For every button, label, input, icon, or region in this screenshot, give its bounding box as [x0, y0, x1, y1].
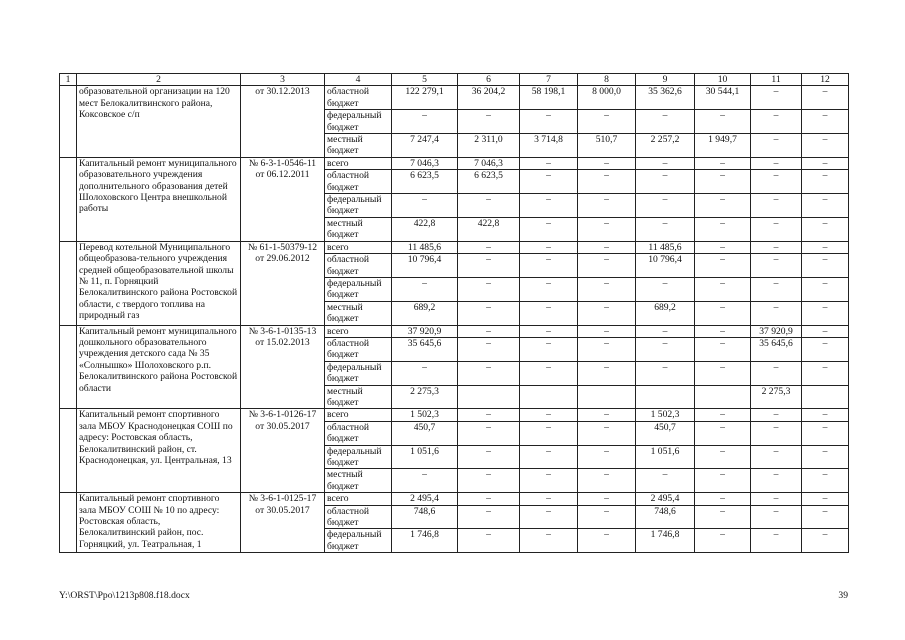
amount-cell: – [520, 277, 578, 301]
amount-cell: 1 746,8 [636, 529, 695, 553]
amount-cell: – [802, 469, 849, 493]
amount-cell: – [751, 241, 802, 253]
amount-cell: – [458, 409, 520, 421]
project-name: Капитальный ремонт муниципального дошкольного образовательного учреждения детского сада № 35 «Солнышко» Шолоховского р.п. Белокалитвинского района Ростовской области [77, 325, 241, 409]
amount-cell: – [578, 469, 636, 493]
funding-source: областной бюджет [325, 86, 392, 110]
column-number-row [60, 74, 849, 86]
amount-cell: – [751, 409, 802, 421]
amount-cell: – [578, 493, 636, 505]
amount-cell: – [578, 337, 636, 361]
amount-cell: 689,2 [392, 301, 458, 325]
expertise-number-cell [241, 409, 325, 493]
amount-cell: – [802, 421, 849, 445]
amount-cell: 11 485,6 [636, 241, 695, 253]
amount-cell: – [578, 170, 636, 194]
amount-cell: – [695, 110, 751, 134]
project-name: Капитальный ремонт спортивного зала МБОУ СОШ № 10 по адресу: Ростовская область, Белокалитвинский район, пос. Горняцкий, ул. Театральная, 1 [77, 493, 241, 553]
amount-cell: 2 275,3 [392, 385, 458, 409]
amount-cell: 2 495,4 [392, 493, 458, 505]
funding-source: областной бюджет [325, 505, 392, 529]
amount-cell: – [392, 194, 458, 218]
amount-cell [802, 385, 849, 409]
amount-cell: – [458, 301, 520, 325]
amount-cell: – [751, 529, 802, 553]
amount-cell: 748,6 [392, 505, 458, 529]
amount-cell: – [458, 337, 520, 361]
amount-cell: 2 495,4 [636, 493, 695, 505]
amount-cell: – [458, 505, 520, 529]
amount-cell: – [578, 157, 636, 169]
amount-cell: – [751, 277, 802, 301]
amount-cell: – [458, 110, 520, 134]
funding-source: федеральный бюджет [325, 194, 392, 218]
amount-cell: – [695, 505, 751, 529]
amount-cell: – [578, 241, 636, 253]
amount-cell: – [695, 445, 751, 469]
project-name: Капитальный ремонт спортивного зала МБОУ Краснодонецкая СОШ по адресу: Ростовская область, Белокалитвинский район, ст. Краснодонецкая, ул. Центральная, 13 [77, 409, 241, 493]
amount-cell: – [695, 277, 751, 301]
amount-cell: – [458, 277, 520, 301]
amount-cell: – [751, 361, 802, 385]
amount-cell: 422,8 [392, 217, 458, 241]
expertise-number: № 3-6-1-0126-17 [248, 409, 317, 421]
amount-cell: – [458, 529, 520, 553]
project-name: образовательной организации на 120 мест Белокалитвинского района, Коксовское с/п [77, 86, 241, 157]
expertise-date: от 30.12.2013 [255, 86, 310, 98]
amount-cell: – [751, 157, 802, 169]
expertise-date: от 29.06.2012 [255, 253, 310, 265]
document-path: Y:\ORST\Ppo\1213p808.f18.docx [59, 590, 190, 601]
amount-cell: – [802, 217, 849, 241]
amount-cell: – [695, 217, 751, 241]
amount-cell: – [458, 254, 520, 278]
amount-cell: 1 051,6 [636, 445, 695, 469]
amount-cell: 36 204,2 [458, 86, 520, 110]
amount-cell: 2 257,2 [636, 134, 695, 158]
amount-cell: – [802, 445, 849, 469]
amount-cell: – [751, 134, 802, 158]
amount-cell: 10 796,4 [636, 254, 695, 278]
amount-cell: – [695, 421, 751, 445]
amount-cell: 748,6 [636, 505, 695, 529]
amount-cell: – [636, 337, 695, 361]
table-row [60, 241, 849, 253]
amount-cell: – [520, 445, 578, 469]
funding-source: всего [325, 157, 392, 169]
amount-cell: – [520, 469, 578, 493]
row-index-cell [60, 241, 77, 325]
amount-cell: 7 247,4 [392, 134, 458, 158]
amount-cell [458, 385, 520, 409]
funding-source: местный бюджет [325, 385, 392, 409]
amount-cell: – [751, 493, 802, 505]
amount-cell: – [751, 505, 802, 529]
amount-cell: – [695, 170, 751, 194]
amount-cell: – [802, 157, 849, 169]
amount-cell: – [802, 170, 849, 194]
amount-cell: 2 311,0 [458, 134, 520, 158]
amount-cell: – [636, 170, 695, 194]
amount-cell: 1 502,3 [636, 409, 695, 421]
amount-cell: – [636, 277, 695, 301]
column-number: 4 [325, 74, 392, 86]
amount-cell: – [578, 217, 636, 241]
amount-cell: – [578, 361, 636, 385]
funding-source: местный бюджет [325, 134, 392, 158]
amount-cell: – [802, 194, 849, 218]
amount-cell: – [751, 217, 802, 241]
amount-cell [520, 385, 578, 409]
amount-cell: – [578, 325, 636, 337]
amount-cell: – [802, 110, 849, 134]
amount-cell: – [520, 337, 578, 361]
amount-cell: 689,2 [636, 301, 695, 325]
amount-cell: – [802, 301, 849, 325]
amount-cell: 11 485,6 [392, 241, 458, 253]
amount-cell: – [636, 325, 695, 337]
amount-cell: 1 746,8 [392, 529, 458, 553]
amount-cell: 37 920,9 [392, 325, 458, 337]
amount-cell: – [520, 241, 578, 253]
amount-cell: – [458, 325, 520, 337]
row-index-cell [60, 325, 77, 409]
amount-cell: – [636, 110, 695, 134]
amount-cell: – [751, 301, 802, 325]
funding-source: всего [325, 409, 392, 421]
amount-cell: – [751, 86, 802, 110]
funding-source: местный бюджет [325, 217, 392, 241]
amount-cell: – [802, 254, 849, 278]
amount-cell [578, 385, 636, 409]
amount-cell [636, 385, 695, 409]
page-number: 39 [838, 590, 848, 601]
column-number: 2 [77, 74, 241, 86]
amount-cell: – [695, 409, 751, 421]
expertise-number-cell [241, 86, 325, 157]
amount-cell: – [802, 241, 849, 253]
row-index-cell [60, 493, 77, 553]
amount-cell: – [636, 361, 695, 385]
amount-cell: – [520, 194, 578, 218]
amount-cell: 1 949,7 [695, 134, 751, 158]
amount-cell: 510,7 [578, 134, 636, 158]
amount-cell: – [802, 505, 849, 529]
amount-cell: – [392, 277, 458, 301]
amount-cell: – [520, 301, 578, 325]
amount-cell: – [458, 421, 520, 445]
amount-cell: – [578, 110, 636, 134]
column-number: 7 [520, 74, 578, 86]
amount-cell: 450,7 [392, 421, 458, 445]
amount-cell: – [520, 110, 578, 134]
amount-cell: – [802, 493, 849, 505]
amount-cell: – [695, 254, 751, 278]
amount-cell: – [802, 361, 849, 385]
amount-cell: – [751, 170, 802, 194]
amount-cell: – [520, 409, 578, 421]
amount-cell: – [578, 277, 636, 301]
funding-source: федеральный бюджет [325, 110, 392, 134]
row-index-cell [60, 86, 77, 157]
amount-cell: – [520, 529, 578, 553]
row-index-cell [60, 409, 77, 493]
amount-cell: – [392, 361, 458, 385]
amount-cell: 6 623,5 [458, 170, 520, 194]
table-row [60, 325, 849, 337]
expertise-number-cell [241, 157, 325, 241]
amount-cell: – [751, 110, 802, 134]
amount-cell: 1 502,3 [392, 409, 458, 421]
expertise-date: от 06.12.2011 [255, 169, 310, 181]
amount-cell: 35 645,6 [751, 337, 802, 361]
amount-cell: 2 275,3 [751, 385, 802, 409]
amount-cell: – [458, 469, 520, 493]
amount-cell: – [802, 409, 849, 421]
amount-cell: – [578, 194, 636, 218]
funding-source: федеральный бюджет [325, 361, 392, 385]
funding-source: местный бюджет [325, 301, 392, 325]
amount-cell: – [636, 469, 695, 493]
expertise-date: от 30.05.2017 [255, 420, 310, 432]
amount-cell: – [520, 493, 578, 505]
amount-cell: – [520, 170, 578, 194]
amount-cell: – [520, 254, 578, 278]
row-index-cell [60, 157, 77, 241]
amount-cell: – [458, 493, 520, 505]
amount-cell: – [802, 134, 849, 158]
funding-source: федеральный бюджет [325, 529, 392, 553]
amount-cell: – [458, 241, 520, 253]
amount-cell: – [802, 529, 849, 553]
amount-cell: 122 279,1 [392, 86, 458, 110]
amount-cell: – [458, 194, 520, 218]
amount-cell: 450,7 [636, 421, 695, 445]
amount-cell: – [751, 254, 802, 278]
amount-cell: – [751, 445, 802, 469]
amount-cell: 35 645,6 [392, 337, 458, 361]
amount-cell: – [578, 301, 636, 325]
amount-cell: – [695, 529, 751, 553]
column-number: 5 [392, 74, 458, 86]
project-name: Перевод котельной Муниципального общеобразова-тельного учреждения средней общеобразовательной школы № 11, п. Горняцкий Белокалитвинского района Ростовской области, с твердого топлива на природный газ [77, 241, 241, 325]
table-row [60, 157, 849, 169]
amount-cell: 7 046,3 [458, 157, 520, 169]
column-number: 9 [636, 74, 695, 86]
funding-source: федеральный бюджет [325, 277, 392, 301]
amount-cell: 37 920,9 [751, 325, 802, 337]
amount-cell: – [751, 194, 802, 218]
budget-table [59, 73, 849, 553]
amount-cell: – [520, 361, 578, 385]
amount-cell: – [636, 157, 695, 169]
amount-cell [695, 385, 751, 409]
project-name: Капитальный ремонт муниципального образовательного учреждения дополнительного образования детей Шолоховского Центра внешкольной работы [77, 157, 241, 241]
funding-source: всего [325, 241, 392, 253]
table-row [60, 409, 849, 421]
expertise-number: № 3-6-1-0125-17 [248, 493, 317, 505]
amount-cell: 422,8 [458, 217, 520, 241]
amount-cell: – [695, 241, 751, 253]
amount-cell: – [695, 493, 751, 505]
table-row [60, 493, 849, 505]
amount-cell: 10 796,4 [392, 254, 458, 278]
column-number: 10 [695, 74, 751, 86]
expertise-date: от 15.02.2013 [255, 336, 310, 348]
funding-source: областной бюджет [325, 254, 392, 278]
funding-source: местный бюджет [325, 469, 392, 493]
amount-cell: 1 051,6 [392, 445, 458, 469]
amount-cell: – [802, 277, 849, 301]
amount-cell: – [578, 254, 636, 278]
amount-cell: 6 623,5 [392, 170, 458, 194]
column-number: 11 [751, 74, 802, 86]
amount-cell: – [636, 217, 695, 241]
amount-cell: 8 000,0 [578, 86, 636, 110]
amount-cell: – [802, 86, 849, 110]
amount-cell: 7 046,3 [392, 157, 458, 169]
table-row [60, 86, 849, 110]
amount-cell: – [695, 337, 751, 361]
amount-cell: 3 714,8 [520, 134, 578, 158]
funding-source: областной бюджет [325, 337, 392, 361]
amount-cell: – [520, 325, 578, 337]
amount-cell: – [751, 421, 802, 445]
column-number: 1 [60, 74, 77, 86]
amount-cell: – [695, 325, 751, 337]
amount-cell: – [520, 421, 578, 445]
amount-cell: – [392, 469, 458, 493]
amount-cell: – [802, 337, 849, 361]
amount-cell: – [695, 157, 751, 169]
amount-cell: – [578, 445, 636, 469]
amount-cell: – [695, 301, 751, 325]
funding-source: областной бюджет [325, 170, 392, 194]
amount-cell: – [578, 529, 636, 553]
amount-cell: 30 544,1 [695, 86, 751, 110]
expertise-number-cell [241, 493, 325, 553]
expertise-number-cell [241, 241, 325, 325]
amount-cell: – [520, 217, 578, 241]
amount-cell: – [520, 157, 578, 169]
amount-cell: – [520, 505, 578, 529]
expertise-number-cell [241, 325, 325, 409]
column-number: 3 [241, 74, 325, 86]
amount-cell: – [636, 194, 695, 218]
expertise-number: № 61-1-50379-12 [247, 241, 318, 253]
amount-cell: – [392, 110, 458, 134]
amount-cell: – [695, 469, 751, 493]
amount-cell: – [578, 421, 636, 445]
table-body [60, 74, 849, 553]
amount-cell: – [578, 505, 636, 529]
funding-source: всего [325, 325, 392, 337]
amount-cell: – [751, 469, 802, 493]
amount-cell: – [578, 409, 636, 421]
amount-cell: – [458, 445, 520, 469]
expertise-number: № 3-6-1-0135-13 [248, 325, 317, 337]
expertise-date: от 30.05.2017 [255, 504, 310, 516]
column-number: 6 [458, 74, 520, 86]
amount-cell: – [458, 361, 520, 385]
amount-cell: 58 198,1 [520, 86, 578, 110]
amount-cell: – [695, 361, 751, 385]
expertise-number: № 6-3-1-0546-11 [248, 157, 317, 169]
funding-source: областной бюджет [325, 421, 392, 445]
column-number: 8 [578, 74, 636, 86]
amount-cell: – [695, 194, 751, 218]
funding-source: всего [325, 493, 392, 505]
funding-source: федеральный бюджет [325, 445, 392, 469]
amount-cell: – [802, 325, 849, 337]
column-number: 12 [802, 74, 849, 86]
amount-cell: 35 362,6 [636, 86, 695, 110]
